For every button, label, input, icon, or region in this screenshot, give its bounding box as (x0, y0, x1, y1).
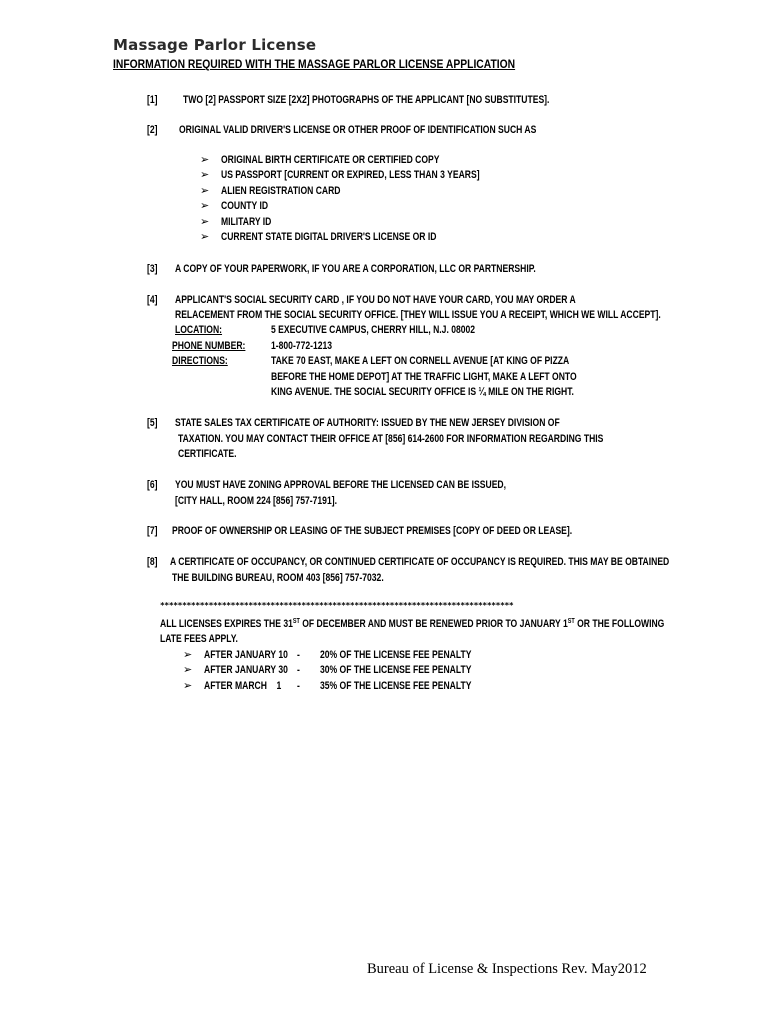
item-8-line-1: A CERTIFICATE OF OCCUPANCY, OR CONTINUED CERTIFICATE OF OCCUPANCY IS REQUIRED. THIS MAY BE OBTAINED (170, 556, 670, 568)
penalty-separator: - (297, 680, 300, 692)
page-footer: Bureau of License & Inspections Rev. May2012 (367, 961, 647, 977)
item-6-number: [6] (147, 479, 158, 491)
item-5-line-3: CERTIFICATE. (178, 448, 237, 460)
arrow-bullet-icon: ➢ (200, 230, 210, 243)
arrow-bullet-icon: ➢ (200, 184, 210, 197)
directions-line-2: BEFORE THE HOME DEPOT] AT THE TRAFFIC LIGHT, MAKE A LEFT ONTO (271, 371, 577, 383)
item-3-text: A COPY OF YOUR PAPERWORK, IF YOU ARE A CORPORATION, LLC OR PARTNERSHIP. (175, 263, 536, 275)
page-subtitle: INFORMATION REQUIRED WITH THE MASSAGE PARLOR LICENSE APPLICATION (113, 57, 516, 71)
penalty-date: AFTER MARCH 1 (204, 680, 282, 692)
item-5-line-2: TAXATION. YOU MAY CONTACT THEIR OFFICE AT [856] 614-2600 FOR INFORMATION REGARDING THIS (178, 433, 604, 445)
arrow-bullet-icon: ➢ (183, 648, 193, 661)
arrow-bullet-icon: ➢ (183, 663, 193, 676)
page-title: Massage Parlor License (113, 36, 317, 54)
item-2-text: ORIGINAL VALID DRIVER'S LICENSE OR OTHER PROOF OF IDENTIFICATION SUCH AS (179, 124, 537, 136)
item-8-number: [8] (147, 556, 158, 568)
item-7-text: PROOF OF OWNERSHIP OR LEASING OF THE SUBJECT PREMISES [COPY OF DEED OR LEASE]. (172, 525, 573, 537)
penalty-separator: - (297, 664, 300, 676)
renewal-notice: ALL LICENSES EXPIRES THE 31ST OF DECEMBER AND MUST BE RENEWED PRIOR TO JANUARY 1ST OR THE FOLLOWING (160, 618, 665, 630)
list-item: MILITARY ID (221, 216, 272, 228)
penalty-text: 35% OF THE LICENSE FEE PENALTY (320, 680, 472, 692)
directions-label: DIRECTIONS: (172, 355, 228, 367)
list-item: COUNTY ID (221, 200, 269, 212)
location-label: LOCATION: (175, 324, 223, 336)
arrow-bullet-icon: ➢ (200, 168, 210, 181)
phone-value: 1-800-772-1213 (271, 340, 333, 352)
location-value: 5 EXECUTIVE CAMPUS, CHERRY HILL, N.J. 08002 (271, 324, 476, 336)
penalty-separator: - (297, 649, 300, 661)
item-2-number: [2] (147, 124, 158, 136)
item-4-number: [4] (147, 294, 158, 306)
arrow-bullet-icon: ➢ (183, 679, 193, 692)
arrow-bullet-icon: ➢ (200, 199, 210, 212)
item-1-number: [1] (147, 94, 158, 106)
item-7-number: [7] (147, 525, 158, 537)
item-3-number: [3] (147, 263, 158, 275)
item-8-line-2: THE BUILDING BUREAU, ROOM 403 [856] 757-7032. (172, 572, 384, 584)
item-6-line-2: [CITY HALL, ROOM 224 [856] 757-7191]. (175, 495, 337, 507)
list-item: CURRENT STATE DIGITAL DRIVER'S LICENSE OR ID (221, 231, 437, 243)
list-item: ORIGINAL BIRTH CERTIFICATE OR CERTIFIED COPY (221, 154, 440, 166)
item-4-line-2: RELACEMENT FROM THE SOCIAL SECURITY OFFICE. [THEY WILL ISSUE YOU A RECEIPT, WHICH WE WILL ACCEPT]. (175, 309, 661, 321)
penalty-date: AFTER JANUARY 30 (204, 664, 288, 676)
directions-line-1: TAKE 70 EAST, MAKE A LEFT ON CORNELL AVENUE [AT KING OF PIZZA (271, 355, 570, 367)
arrow-bullet-icon: ➢ (200, 153, 210, 166)
item-5-line-1: STATE SALES TAX CERTIFICATE OF AUTHORITY: ISSUED BY THE NEW JERSEY DIVISION OF (175, 417, 560, 429)
arrow-bullet-icon: ➢ (200, 215, 210, 228)
item-1-text: TWO [2] PASSPORT SIZE [2X2] PHOTOGRAPHS OF THE APPLICANT [NO SUBSTITUTES]. (183, 94, 550, 106)
list-item: ALIEN REGISTRATION CARD (221, 185, 341, 197)
renewal-notice-line-2: LATE FEES APPLY. (160, 633, 238, 645)
penalty-text: 20% OF THE LICENSE FEE PENALTY (320, 649, 472, 661)
item-5-number: [5] (147, 417, 158, 429)
directions-line-3: KING AVENUE. THE SOCIAL SECURITY OFFICE IS ¼ MILE ON THE RIGHT. (271, 386, 574, 398)
separator-stars: ******************************************************************************** (160, 601, 514, 610)
penalty-text: 30% OF THE LICENSE FEE PENALTY (320, 664, 472, 676)
item-6-line-1: YOU MUST HAVE ZONING APPROVAL BEFORE THE LICENSED CAN BE ISSUED, (175, 479, 507, 491)
phone-label: PHONE NUMBER: (172, 340, 246, 352)
list-item: US PASSPORT [CURRENT OR EXPIRED, LESS THAN 3 YEARS] (221, 169, 480, 181)
penalty-date: AFTER JANUARY 10 (204, 649, 288, 661)
item-4-line-1: APPLICANT'S SOCIAL SECURITY CARD , IF YOU DO NOT HAVE YOUR CARD, YOU MAY ORDER A (175, 294, 576, 306)
